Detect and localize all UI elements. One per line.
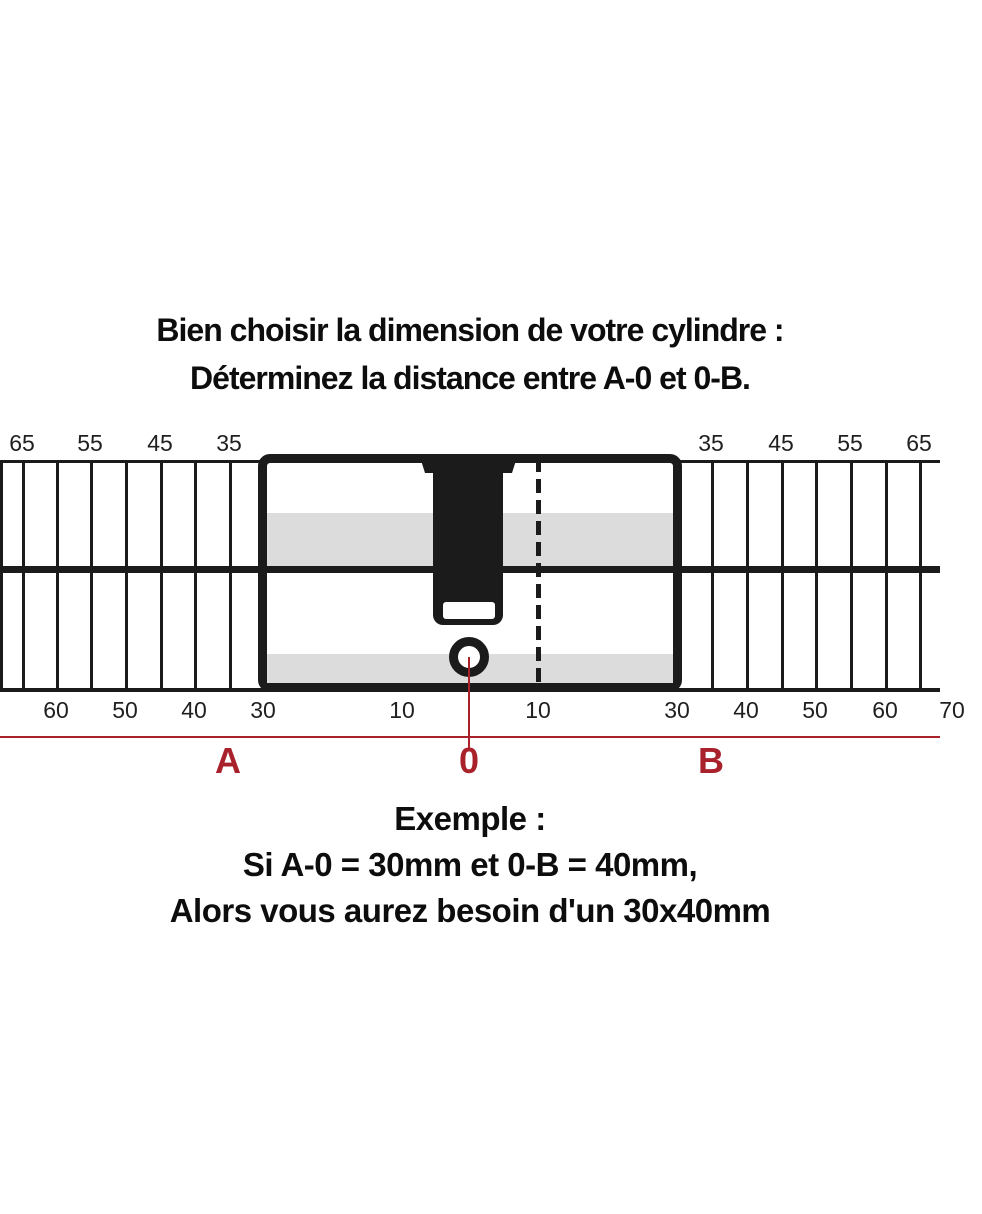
ruler-label-bottom: 30 <box>250 697 276 723</box>
ruler-label-bottom: 40 <box>181 697 207 723</box>
ruler-label-bottom: 50 <box>112 697 138 723</box>
zero-pointer-line <box>468 657 470 748</box>
ruler-label-top: 35 <box>698 430 724 456</box>
ruler-label-top: 45 <box>147 430 173 456</box>
ruler-tick <box>885 460 888 692</box>
ruler-label-top: 55 <box>837 430 863 456</box>
ruler-tick <box>815 460 818 692</box>
ruler-label-top: 45 <box>768 430 794 456</box>
ruler-label-top: 35 <box>216 430 242 456</box>
ruler-tick <box>229 460 232 692</box>
title-line-2: Déterminez la distance entre A-0 et 0-B. <box>190 360 750 396</box>
ruler-tick <box>919 460 922 692</box>
ruler-label-bottom: 60 <box>43 697 69 723</box>
example-block <box>0 796 940 934</box>
ruler-tick <box>160 460 163 692</box>
ruler-label-top: 65 <box>9 430 35 456</box>
ruler-tick <box>56 460 59 692</box>
ruler-label-bottom: 10 <box>389 697 415 723</box>
ruler-label-bottom: 50 <box>802 697 828 723</box>
ruler-tick <box>781 460 784 692</box>
ruler-label-bottom: 30 <box>664 697 690 723</box>
title-line-1: Bien choisir la dimension de votre cylindre : <box>156 312 784 348</box>
dashed-reference-line <box>536 458 541 686</box>
example-condition: Si A-0 = 30mm et 0-B = 40mm, <box>242 846 698 883</box>
ruler-label-bottom: 70 <box>939 697 965 723</box>
ruler-tick <box>711 460 714 692</box>
ruler-tick <box>850 460 853 692</box>
marker-label-b: B <box>698 740 724 781</box>
ruler-label-bottom: 40 <box>733 697 759 723</box>
ruler-tick <box>125 460 128 692</box>
marker-label-a: A <box>215 740 241 781</box>
ruler-tick <box>194 460 197 692</box>
page-title <box>0 306 940 402</box>
ruler-tick <box>90 460 93 692</box>
ruler-label-bottom: 60 <box>872 697 898 723</box>
baseline-red-line <box>0 736 940 738</box>
cylinder-cam <box>433 454 503 625</box>
marker-label-0: 0 <box>458 740 480 781</box>
cam-slot <box>443 602 495 619</box>
ruler-label-top: 65 <box>906 430 932 456</box>
ruler-tick <box>746 460 749 692</box>
ruler-label-bottom: 10 <box>525 697 551 723</box>
ruler-tick <box>22 460 25 692</box>
ruler-label-top: 55 <box>77 430 103 456</box>
ruler-tick <box>0 460 3 692</box>
example-heading: Exemple : <box>394 800 546 837</box>
example-result: Alors vous aurez besoin d'un 30x40mm <box>169 892 771 929</box>
